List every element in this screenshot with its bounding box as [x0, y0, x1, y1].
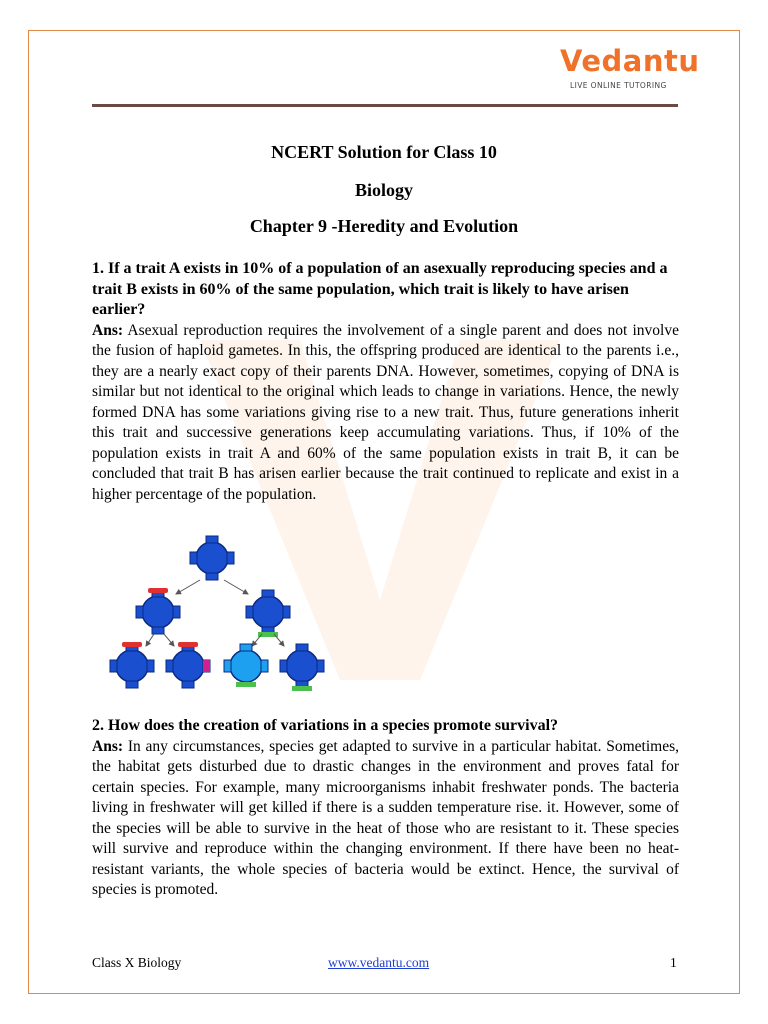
child-cell-left: [136, 588, 180, 634]
logo-tagline: LIVE ONLINE TUTORING: [570, 81, 667, 90]
question-text: 2. How does the creation of variations in a species promote survival?: [92, 717, 559, 734]
doc-chapter: Chapter 9 -Heredity and Evolution: [249, 216, 519, 236]
footer-class-label: Class X Biology: [92, 955, 182, 970]
header-divider: [92, 104, 678, 107]
answer-label: Ans:: [92, 737, 124, 755]
child-cell-right: [246, 590, 290, 637]
grandchild-cell-4: [280, 644, 324, 691]
doc-title: NCERT Solution for Class 10: [271, 142, 497, 162]
page-number: 1: [670, 955, 677, 970]
question-block-1: [92, 259, 679, 505]
answer-text: [92, 321, 679, 506]
answer-body: In any circumstances, species get adapted to survive in a particular habitat. Sometimes, the habitat gets disturbed due to drastic changes in the environment and proves fatal for certain species. For example, many microorganisms inhabit freshwater ponds. The bacteria living in freshwater will get killed if there is a sudden temperature rise. it. However, some of the species will be able to survive in the heat of those who are resistant to it. These species will survive and reproduce within the changing environment. If there have been no heat-resistant variants, the whole species of bacteria would be extinct. Hence, the survival of species is promoted.: [92, 737, 680, 898]
grandchild-cell-3: [224, 644, 268, 687]
document-titles: [92, 142, 676, 236]
question-block-2: [92, 716, 679, 901]
answer-text: [92, 737, 679, 901]
answer-label: Ans:: [92, 321, 124, 339]
grandchild-cell-1: [110, 642, 154, 688]
grandchild-cell-2: [166, 642, 210, 688]
question-text: 1. If a trait A exists in 10% of a population of an asexually reproducing species and a trait B exists in 60% of the same population, which trait is likely to have arisen earlier?: [92, 260, 668, 318]
logo-wordmark: Vedantu: [560, 44, 700, 78]
answer-body: Asexual reproduction requires the involvement of a single parent and does not involve the fusion of haploid gametes. In this, the offspring produced are identical to the parents i.e., they are a nearly exact copy of their parents DNA. However, sometimes, copying of DNA is similar but not identical to the original which leads to change in variations. Hence, the newly formed DNA has some variations giving rise to a new trait. Thus, future generations inherit this trait and successive generations keep accumulating variations. Thus, if 10% of the population exists in trait A and 60% of the same population exists in trait B, it can be concluded that trait B has arisen earlier because the trait continued to replicate and exist in a higher percentage of the population.: [92, 321, 679, 503]
variation-diagram: [96, 530, 336, 700]
parent-cell: [190, 536, 234, 580]
footer-website-link[interactable]: www.vedantu.com: [328, 955, 430, 970]
doc-subject: Biology: [354, 180, 413, 200]
vedantu-logo: [560, 44, 700, 94]
